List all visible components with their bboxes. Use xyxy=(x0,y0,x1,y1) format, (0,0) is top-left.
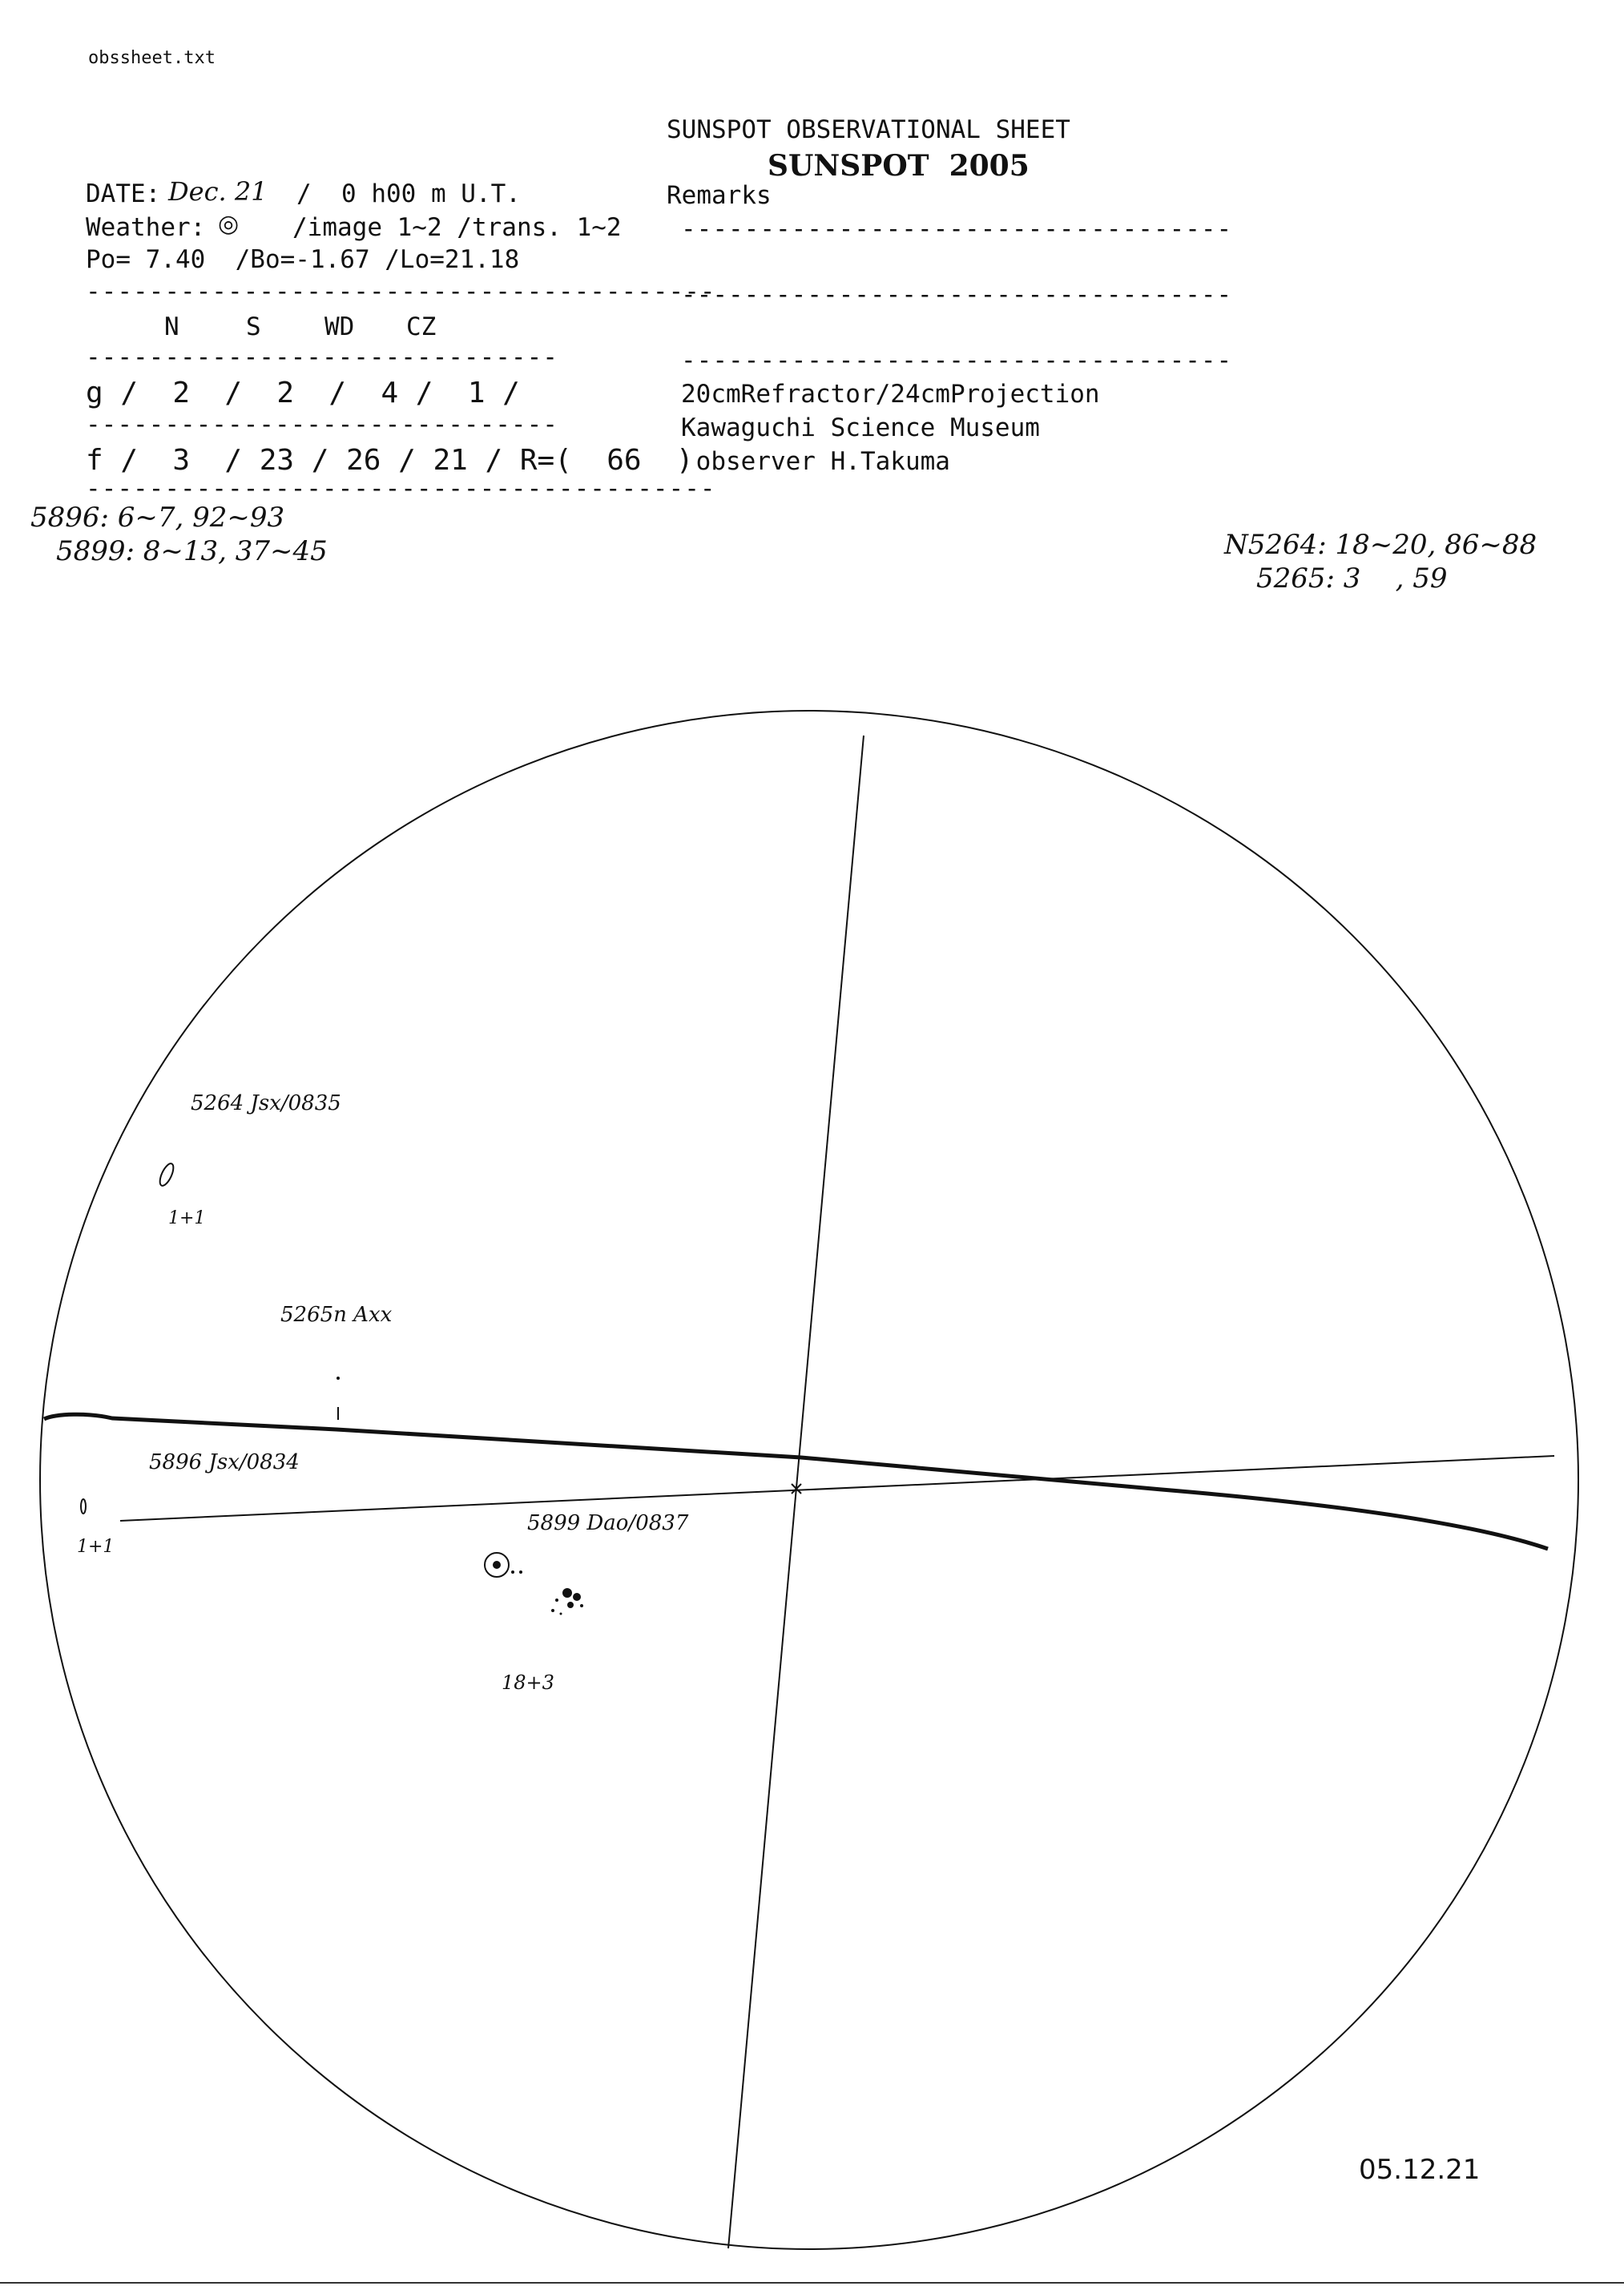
solar-equator-path xyxy=(44,1414,1548,1549)
group-5264-count: 1+1 xyxy=(168,1208,206,1228)
divider: ------------------------------ xyxy=(86,343,558,372)
divider: ---------------------------------------- xyxy=(86,277,716,306)
horizontal-reference-line xyxy=(120,1456,1554,1521)
solar-disk-circle xyxy=(40,711,1578,2249)
time-text: / 0 h00 m U.T. xyxy=(296,179,521,208)
po-bo-lo-text: Po= 7.40 /Bo=-1.67 /Lo=21.18 xyxy=(86,245,520,274)
telescope-text: 20cmRefractor/24cmProjection xyxy=(681,380,1100,409)
spot-5265-icon xyxy=(336,1377,340,1380)
remarks-line: ----------------------------------- xyxy=(681,215,1233,244)
group-5899-count: 18+3 xyxy=(502,1671,554,1694)
image-trans-text: /image 1~2 /trans. 1~2 xyxy=(292,213,622,242)
spot-5264-icon xyxy=(157,1162,176,1187)
museum-text: Kawaguchi Science Museum xyxy=(681,413,1040,442)
column-wd: WD xyxy=(324,312,355,341)
weather-label: Weather: xyxy=(86,213,206,242)
spot-5896-icon xyxy=(81,1499,86,1514)
sheet-subtitle: SUNSPOT 2005 xyxy=(768,149,1030,183)
group-5896-count: 1+1 xyxy=(77,1537,115,1557)
weather-value: ◎ xyxy=(218,210,240,238)
divider: ---------------------------------------- xyxy=(86,474,716,503)
group-5264-label: 5264 Jsx/0835 xyxy=(191,1091,341,1115)
remarks-line: ----------------------------------- xyxy=(681,346,1233,375)
date-label: DATE: xyxy=(86,179,161,208)
g-row: g / 2 / 2 / 4 / 1 / xyxy=(86,377,520,409)
column-cz: CZ xyxy=(406,312,437,341)
note-left-1: 5896: 6~7, 92~93 xyxy=(30,502,285,534)
remarks-line: ----------------------------------- xyxy=(681,280,1233,309)
date-value: Dec. 21 xyxy=(168,176,268,207)
column-s: S xyxy=(246,312,261,341)
f-row: f / 3 / 23 / 26 / 21 / R=( 66 ) xyxy=(86,444,694,477)
sheet-title: SUNSPOT OBSERVATIONAL SHEET xyxy=(667,115,1070,144)
spot-5899-follower-icon xyxy=(551,1588,583,1615)
group-5265-label: 5265n Axx xyxy=(280,1303,393,1327)
remarks-label: Remarks xyxy=(667,181,772,210)
group-5896-label: 5896 Jsx/0834 xyxy=(149,1450,300,1474)
group-5899-label: 5899 Dao/0837 xyxy=(527,1511,689,1535)
column-n: N xyxy=(164,312,179,341)
note-left-2: 5899: 8~13, 37~45 xyxy=(56,535,328,567)
observer-text: observer H.Takuma xyxy=(681,447,950,476)
file-name: obssheet.txt xyxy=(88,48,216,68)
note-right-1: N5264: 18~20, 86~88 xyxy=(1224,529,1537,561)
date-stamp: 05.12.21 xyxy=(1359,2154,1481,2186)
note-right-2: 5265: 3 , 59 xyxy=(1256,562,1448,595)
divider: ------------------------------ xyxy=(86,410,558,439)
